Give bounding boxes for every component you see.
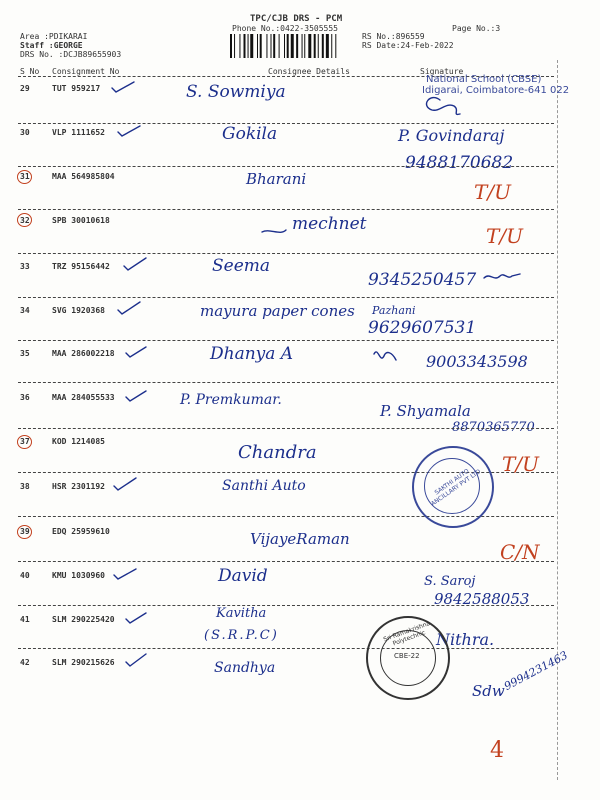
row-rule: [18, 561, 554, 562]
check-icon: [126, 613, 146, 623]
row-rule: [18, 123, 554, 124]
barcode-bar: [296, 34, 298, 58]
row-rule: [18, 428, 554, 429]
barcode-bar: [326, 34, 329, 58]
delivery-note: T/U: [486, 224, 523, 248]
delivery-note: T/U: [474, 180, 511, 204]
col-consignment: Consignment No: [52, 67, 120, 76]
college-seal-text: Sri Ramakrishna Polytechnic: [382, 620, 432, 648]
signature-phone: 8870365770: [452, 420, 535, 435]
signature-scribble: [427, 98, 460, 115]
row-rule: [18, 340, 554, 341]
barcode-bar: [302, 34, 303, 58]
consignee-handwriting: David: [218, 566, 268, 586]
row-consignment: KMU 1030960: [52, 571, 105, 580]
barcode-bar: [291, 34, 294, 58]
barcode-bar: [304, 34, 305, 58]
barcode-bar: [287, 34, 289, 58]
barcode-bar: [279, 34, 280, 58]
school-stamp-line1: National School (CBSE): [426, 74, 542, 85]
rs-date: RS Date:24-Feb-2022: [362, 41, 454, 50]
row-rule: [18, 166, 554, 167]
row-sno: 35: [20, 349, 30, 358]
row-sno: 39: [20, 527, 30, 536]
consignee-handwriting: Dhanya A: [210, 344, 294, 364]
delivery-note: C/N: [500, 540, 540, 564]
signature-handwriting: Sdw: [472, 682, 505, 700]
barcode-bar: [331, 34, 332, 58]
barcode-bar: [322, 34, 324, 58]
row-rule: [18, 297, 554, 298]
row-sno: 41: [20, 615, 30, 624]
signature-handwriting: P. Govindaraj: [398, 126, 505, 145]
consignee-handwriting: VijayeRaman: [250, 530, 350, 548]
row-sno: 31: [20, 172, 30, 181]
signature-scribble: [484, 274, 520, 278]
area-label: Area :PDIKARAI: [20, 32, 88, 41]
signature-phone: 9994231463: [501, 648, 570, 693]
rs-number: RS No.:896559: [362, 32, 425, 41]
strike-scribble: [262, 230, 286, 232]
row-consignment: VLP 1111652: [52, 128, 105, 137]
row-rule: [18, 209, 554, 210]
barcode-bar: [234, 34, 235, 58]
row-rule: [18, 605, 554, 606]
signature-phone: 9488170682: [405, 153, 514, 173]
row-sno: 33: [20, 262, 30, 271]
document-title: TPC/CJB DRS - PCM: [250, 14, 343, 24]
barcode-bar: [266, 34, 267, 58]
check-icon: [114, 478, 136, 490]
delivery-note: T/U: [502, 452, 539, 476]
barcode-bar: [230, 34, 232, 58]
signature-scribble: [374, 352, 396, 360]
check-icon: [118, 302, 140, 314]
row-consignment: MAA 284055533: [52, 393, 115, 402]
consignee-handwriting: Sandhya: [214, 660, 276, 676]
company-seal-text: SAKTHI AUTO ANCILLARY PVT LTD: [429, 467, 483, 508]
row-consignment: SVG 1920368: [52, 306, 105, 315]
college-seal-code: CBE-22: [394, 652, 420, 660]
consignee-handwriting: mechnet: [292, 214, 367, 234]
row-consignment: SPB 30010618: [52, 216, 110, 225]
row-rule: [18, 382, 554, 383]
consignee-handwriting: S. Sowmiya: [186, 82, 286, 102]
phone-number: Phone No.:0422-3505555: [232, 24, 338, 33]
signature-handwriting: 9345250457: [368, 270, 477, 290]
row-consignment: SLM 290225420: [52, 615, 115, 624]
row-sno: 42: [20, 658, 30, 667]
consignee-handwriting: Santhi Auto: [222, 478, 306, 494]
barcode: [230, 34, 358, 58]
school-stamp-text: [396, 74, 570, 96]
consignee-handwriting: Kavitha: [216, 606, 267, 621]
row-consignment: TRZ 95156442: [52, 262, 110, 271]
signature-handwriting: Nithra.: [436, 630, 495, 649]
signature-handwriting: 9003343598: [426, 352, 528, 371]
row-consignment: MAA 564985804: [52, 172, 115, 181]
row-sno: 29: [20, 84, 30, 93]
college-seal: [366, 616, 450, 700]
school-stamp-line2: Idigarai, Coimbatore-641 022: [422, 85, 570, 96]
page-number: Page No.:3: [452, 24, 501, 33]
consignee-handwriting: Seema: [212, 256, 271, 276]
signature-handwriting: S. Saroj: [424, 574, 476, 589]
barcode-bar: [318, 34, 319, 58]
consignee-handwriting-company: (S.R.P.C): [204, 628, 279, 643]
row-sno: 40: [20, 571, 30, 580]
barcode-bar: [314, 34, 316, 58]
row-rule: [18, 253, 554, 254]
signature-handwriting: P. Shyamala: [380, 402, 471, 420]
row-sno: 32: [20, 216, 30, 225]
staff-label: Staff :GEORGE: [20, 41, 83, 50]
col-consignee: Consignee Details: [268, 67, 350, 76]
row-sno: 34: [20, 306, 30, 315]
drs-number: DRS No. :DCJB89655903: [20, 50, 122, 59]
consignee-handwriting: Chandra: [238, 442, 317, 463]
barcode-bar: [284, 34, 285, 58]
barcode-bar: [250, 34, 253, 58]
row-sno: 36: [20, 393, 30, 402]
row-sno: 30: [20, 128, 30, 137]
check-icon: [126, 347, 146, 357]
check-icon: [114, 569, 136, 579]
row-consignment: TUT 959217: [52, 84, 101, 93]
row-consignment: KOD 1214085: [52, 437, 105, 446]
signature-handwriting: Pazhani: [372, 304, 416, 317]
barcode-bar: [273, 34, 275, 58]
consignee-handwriting: Gokila: [222, 124, 278, 144]
check-icon: [118, 126, 140, 136]
barcode-bar: [244, 34, 246, 58]
signature-phone: 9842588053: [434, 590, 530, 608]
row-consignment: EDQ 25959610: [52, 527, 110, 536]
row-consignment: MAA 286002218: [52, 349, 115, 358]
barcode-bar: [248, 34, 249, 58]
row-consignment: HSR 2301192: [52, 482, 105, 491]
company-seal: [412, 446, 494, 528]
right-margin-rule: [557, 60, 558, 780]
barcode-bar: [308, 34, 311, 58]
barcode-bar: [257, 34, 258, 58]
barcode-bar: [239, 34, 240, 58]
row-rule: [18, 648, 554, 649]
check-icon: [112, 82, 134, 92]
signature-phone: 9629607531: [368, 318, 477, 338]
row-sno: 38: [20, 482, 30, 491]
row-sno: 37: [20, 437, 30, 446]
row-consignment: SLM 290215626: [52, 658, 115, 667]
consignee-handwriting: Bharani: [246, 170, 307, 188]
page-mark: 4: [490, 738, 504, 763]
consignee-handwriting: mayura paper cones: [200, 302, 355, 320]
consignee-handwriting: P. Premkumar.: [180, 392, 282, 408]
col-sno: S No: [20, 67, 40, 76]
barcode-bar: [260, 34, 262, 58]
barcode-bar: [335, 34, 336, 58]
check-icon: [126, 391, 146, 401]
check-icon: [126, 654, 146, 666]
col-signature: Signature: [420, 67, 464, 76]
check-icon: [124, 258, 146, 270]
barcode-bar: [271, 34, 272, 58]
